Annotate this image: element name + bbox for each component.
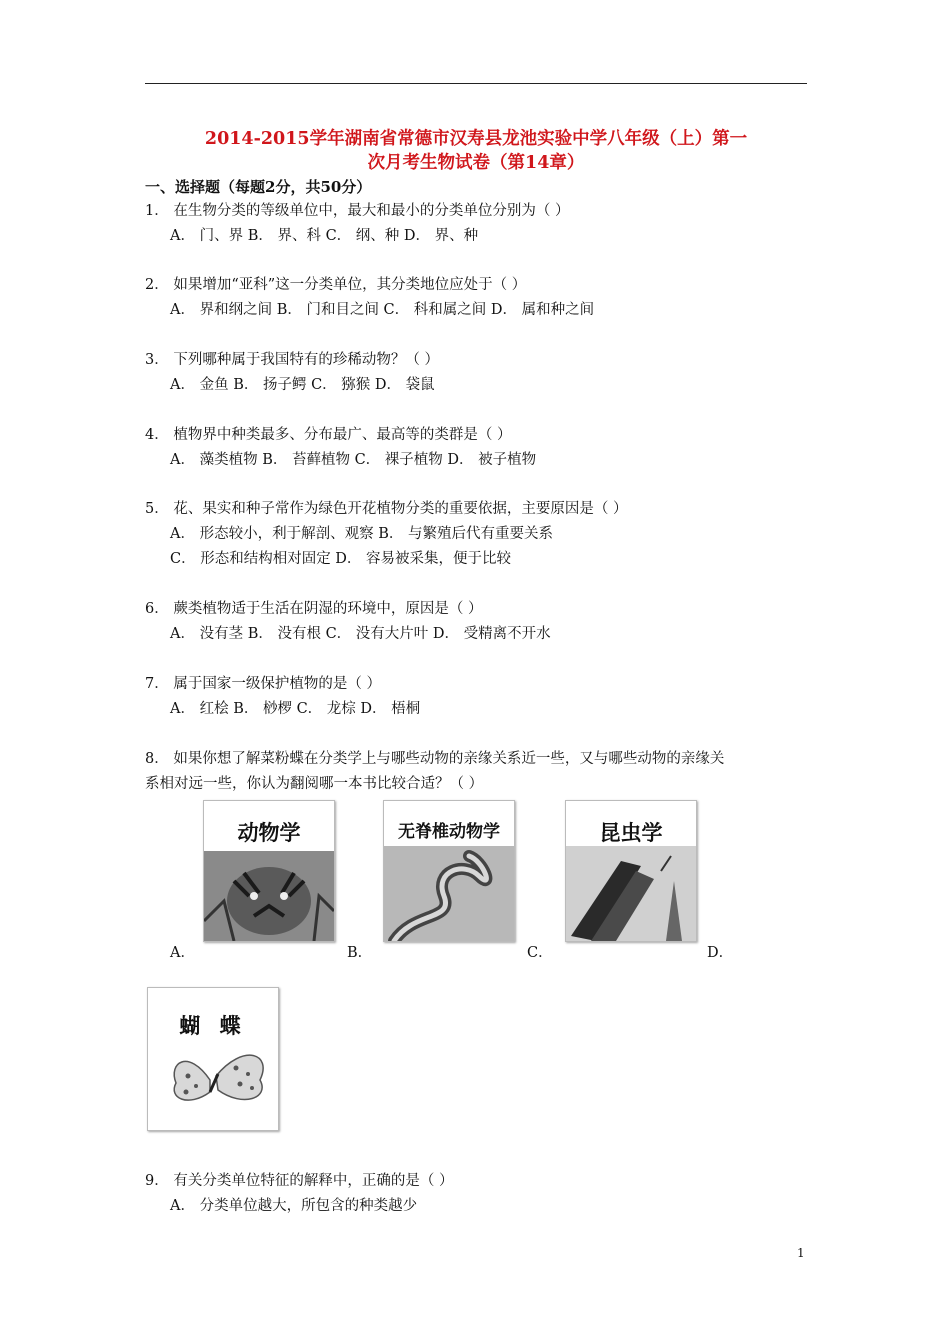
question-3-stem: 3． 下列哪种属于我国特有的珍稀动物？（ ） [145,352,439,368]
choice-label-c: C． [527,945,553,961]
exam-title-line1: 2014-2015学年湖南省常德市汉寿县龙池实验中学八年级（上）第一 [204,129,748,149]
question-7-options: A． 红桧 B． 桫椤 C． 龙棕 D． 梧桐 [170,701,421,717]
book-zoology-image [203,800,335,942]
choice-label-d: D． [707,945,734,961]
question-6-options: A． 没有茎 B． 没有根 C． 没有大片叶 D． 受精离不开水 [170,626,551,642]
question-5-options-row2: C． 形态和结构相对固定 D． 容易被采集，便于比较 [170,551,512,567]
page-number: 1 [797,1246,805,1260]
question-8-stem: 8． 如果你想了解菜粉蝶在分类学上与哪些动物的亲缘关系近一些，又与哪些动物的亲缘关 [145,751,725,767]
question-5-options-row1: A． 形态较小，利于解剖、观察 B． 与繁殖后代有重要关系 [170,526,553,542]
book-title-entomology: 昆虫学 [599,821,663,845]
book-title-invertebrate-zoology: 无脊椎动物学 [398,822,500,842]
question-9-options: A． 分类单位越大，所包含的种类越少 [170,1198,418,1214]
question-2-stem: 2． 如果增加“亚科”这一分类单位，其分类地位应处于（ ） [145,277,527,293]
question-8-stem-line2: 系相对远一些，你认为翻阅哪一本书比较合适？（ ） [145,776,484,792]
question-3-options: A． 金鱼 B． 扬子鳄 C． 猕猴 D． 袋鼠 [170,377,435,393]
book-title-zoology: 动物学 [237,821,301,845]
question-9-stem: 9． 有关分类单位特征的解释中，正确的是（ ） [145,1173,454,1189]
book-butterfly-image [147,987,279,1131]
question-6-stem: 6． 蕨类植物适于生活在阴湿的环境中，原因是（ ） [145,601,483,617]
book-entomology-image [565,800,697,942]
book-invertebrate-zoology-image [383,800,515,942]
question-7-stem: 7． 属于国家一级保护植物的是（ ） [145,676,381,692]
choice-label-b: B． [347,945,373,961]
question-1-stem: 1． 在生物分类的等级单位中，最大和最小的分类单位分别为（ ） [145,203,570,219]
exam-title-line2: 次月考生物试卷（第14章） [367,153,585,173]
question-5-stem: 5． 花、果实和种子常作为绿色开花植物分类的重要依据，主要原因是（ ） [145,501,628,517]
question-4-stem: 4． 植物界中种类最多、分布最广、最高等的类群是（ ） [145,427,512,443]
header-rule [145,83,807,84]
book-title-butterfly: 蝴 蝶 [179,1014,247,1038]
choice-label-a: A． [170,945,195,961]
section-heading: 一、选择题（每题2分，共50分） [145,178,372,196]
question-1-options: A． 门、界 B． 界、科 C． 纲、种 D． 界、种 [170,228,479,244]
question-4-options: A． 藻类植物 B． 苔藓植物 C． 裸子植物 D． 被子植物 [170,452,537,468]
question-2-options: A． 界和纲之间 B． 门和目之间 C． 科和属之间 D． 属和种之间 [170,302,595,318]
